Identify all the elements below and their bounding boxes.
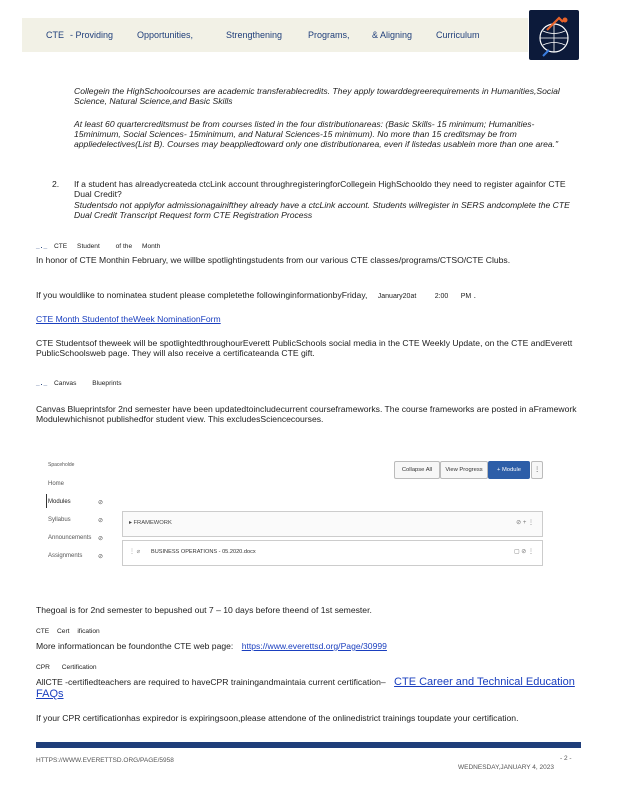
add-module-button[interactable]: + Module — [488, 461, 530, 479]
module-item-row[interactable] — [122, 540, 543, 566]
canvas-modules-screenshot — [34, 452, 556, 580]
cpr-line — [36, 676, 581, 700]
nav-syllabus[interactable]: Syllabus — [48, 517, 71, 523]
certification-line — [36, 641, 581, 651]
banner-word: Opportunities, — [137, 30, 194, 40]
answer-text: Studentsdo not applyfor admissionagainifthey already have a ctcLink account. Students willregister in SERS andcomplete the CTE Dual Credit Transcript Request form CTE Registration Process — [74, 200, 570, 221]
spotlight-paragraph: CTE Studentsof theweek will be spotlightedthroughourEverett PublicSchools social media in the CTE Weekly Update, on the CTE andEverett PublicSchoolsweb page. They will also receive a certificateanda CTE gift. — [36, 338, 573, 359]
heading-word: CTE — [54, 243, 68, 250]
banner-word: Strengthening — [226, 30, 283, 40]
module-item-title[interactable]: BUSINESS OPERATIONS - 05.2020.docx — [151, 549, 256, 555]
student-month-intro: In honor of CTE Monthin February, we willbe spotlightingstudents from our various CTE classes/programs/CTSO/CTE Clubs. — [36, 255, 511, 265]
canvas-blueprints-heading — [36, 380, 122, 387]
header-banner — [22, 18, 528, 52]
collapse-all-button[interactable]: Collapse All — [394, 461, 440, 479]
cte-faq-link[interactable]: CTE Career and Technical Education FAQs — [36, 676, 575, 700]
page-number: - 2 - — [560, 755, 572, 762]
cte-certification-heading — [36, 628, 100, 635]
nav-assignments[interactable]: Assignments — [48, 553, 83, 559]
canvas-paragraph: Canvas Blueprintsfor 2nd semester have been updatedtoincludecurrent courseframeworks. The course frameworks are posted in aFramework Modulewhichisnot publishedfor student view. This excludesSciencecourses. — [36, 404, 577, 425]
nav-modules[interactable]: Modules — [48, 499, 71, 505]
active-nav-indicator — [46, 494, 47, 508]
view-progress-button[interactable]: View Progress — [440, 461, 488, 479]
student-of-month-heading — [36, 243, 160, 250]
module-title: ▸ FRAMEWORK — [129, 520, 172, 526]
banner-word: Programs, — [308, 30, 350, 40]
heading-word: of the — [115, 243, 133, 250]
heading-word: Certification — [61, 664, 97, 671]
nomination-form-link[interactable]: CTE Month Studentof theWeek NominationForm — [36, 314, 221, 324]
heading-word: CTE — [36, 628, 50, 635]
banner-word: Curriculum — [436, 30, 480, 40]
question-number: 2. — [52, 179, 60, 189]
heading-dash: _._ — [36, 380, 49, 387]
heading-word: Canvas — [54, 380, 77, 387]
cte-web-page-link[interactable]: https://www.everettsd.org/Page/30999 — [241, 641, 387, 651]
banner-word: & Aligning — [372, 30, 413, 40]
heading-word: Month — [141, 243, 161, 250]
nav-announcements[interactable]: Announcements — [48, 535, 92, 541]
certification-text: More informationcan be foundonthe CTE web page: — [36, 641, 234, 651]
banner-word: - Providing — [70, 30, 114, 40]
heading-word: Blueprints — [92, 380, 122, 387]
heading-word: ification — [77, 628, 100, 635]
cpr-certification-heading — [36, 664, 97, 671]
cpr-expired-paragraph: If your CPR certificationhas expiredor is expiringsoon,please attendone of the onlinedistrict trainings toupdate your certification. — [36, 713, 519, 723]
visibility-icon: ⊘ — [98, 554, 104, 560]
nominate-text: If you wouldlike to nominatea student please completethe followinginformationbyFriday, — [36, 290, 368, 300]
nav-home[interactable]: Home — [48, 481, 65, 487]
goal-paragraph: Thegoal is for 2nd semester to bepushed out 7 – 10 days before theend of 1st semester. — [36, 605, 372, 615]
heading-dash: _._ — [36, 243, 49, 250]
nominate-date: January20at — [377, 293, 417, 300]
nomination-link-line — [36, 314, 581, 324]
nominate-time: 2:00 — [434, 293, 449, 300]
heading-word: Cert — [57, 628, 70, 635]
heading-word: CPR — [36, 664, 50, 671]
college-credit-paragraph: Collegein the HighSchoolcourses are academic transferablecredits. They apply towarddegreerequirements in Humanities,Social Science, Natural Science,and Basic Skills — [74, 86, 560, 107]
item-actions-icon[interactable]: ▢ ⊘ ⋮ — [513, 549, 534, 555]
nominate-pm: PM — [460, 293, 472, 300]
footer-date: WEDNESDAY,JANUARY 4, 2023 — [458, 764, 554, 771]
heading-word: Student — [77, 243, 100, 250]
course-crumb: Spaceholde — [48, 462, 75, 468]
nominate-paragraph: If you wouldlike to nominatea student please completethe followinginformationbyFriday, January20at 2:00 PM . — [36, 290, 476, 300]
banner-word: CTE — [46, 30, 64, 40]
more-options-button[interactable]: ⋮ — [531, 461, 543, 479]
footer-url: HTTPS://WWW.EVERETTSD.ORG/PAGE/5958 — [36, 757, 174, 764]
distribution-paragraph: At least 60 quartercreditsmust be from courses listed in the four distributionareas: (Basic Skills- 15 minimum; Humanities- 15minimum, Social Sciences- 15minimum, and Natural Sciences-15 minimum). No more than 15 creditsmay be from appliedelectives(List B). Courses may beappliedtoward only one distributionarea, even if listedas usablein more than one area." — [74, 119, 559, 150]
cpr-text: AllCTE -certifiedteachers are required to haveCPR trainingandmaintaia current certification– — [36, 677, 386, 687]
module-actions-icon[interactable]: ⊘ + ⋮ — [516, 520, 534, 526]
drag-handle-icon[interactable]: ⋮ ⌀ — [129, 549, 141, 555]
district-logo-icon — [529, 10, 579, 60]
footer-bar — [36, 742, 581, 748]
question-text: If a student has alreadycreateda ctcLink account throughregisteringforCollegein HighSchooldo they need to register againfor CTE Dual Credit? — [74, 179, 566, 200]
visibility-icon: ⊘ — [98, 536, 104, 542]
visibility-icon: ⊘ — [98, 518, 104, 524]
visibility-icon: ⊘ — [98, 500, 104, 506]
framework-module-row[interactable] — [122, 511, 543, 537]
